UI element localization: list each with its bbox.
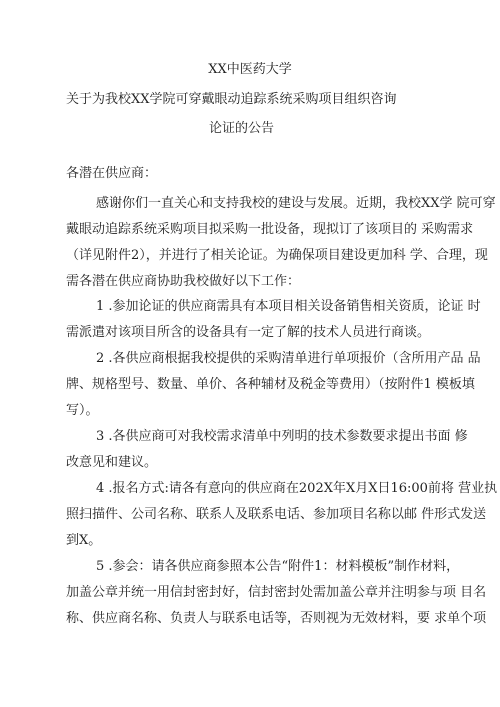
item-5-line: 5 .参会：请各供应商参照本公告“附件1：材料模板”制作材料， [96,559,460,574]
item-5-line: 称、供应商名称、负责人与联系电话等，否则视为无效材料，要 求单个项 [66,611,487,626]
item-2-line: 牌、规格型号、数量、单价、各种辅材及税金等费用）（按附件1 模板填 [66,377,475,392]
item-1-line: 1 .参加论证的供应商需具有本项目相关设备销售相关资质，论证 时 [96,299,481,314]
intro-line: 需各潜在供应商协助我校做好以下工作： [66,274,301,289]
salutation: 各潜在供应商： [66,166,158,181]
intro-line: 感谢你们一直关心和支持我校的建设与发展。近期，我校XX学 院可穿 [96,196,496,211]
title-line-2: 论证的公告 [209,121,275,136]
item-4-line: 到X。 [66,533,102,548]
intro-line: （详见附件2），并进行了相关论证。为确保项目建设更加科 学、合理，现 [66,248,488,263]
item-3-line: 改意见和建议。 [66,455,158,470]
title-line-1: 关于为我校XX学院可穿戴眼动追踪系统采购项目组织咨询 [66,92,397,107]
item-4-line: 4 .报名方式:请各有意向的供应商在202X年X月X日16:00前将 营业执 [96,481,498,496]
item-3-line: 3 .各供应商可对我校需求清单中列明的技术参数要求提出书面 修 [96,429,468,444]
item-4-line: 照扫描件、公司名称、联系人及联系电话、参加项目名称以邮 件形式发送 [66,507,487,522]
item-2-line: 2 .各供应商根据我校提供的采购清单进行单项报价（含所用产品 品 [96,351,481,366]
intro-line: 戴眼动追踪系统采购项目拟采购一批设备，现拟订了该项目的 采购需求 [66,222,474,237]
org-name: XX中医药大学 [208,62,292,77]
item-1-line: 需派遣对该项目所含的设备具有一定了解的技术人员进行商谈。 [66,325,431,340]
item-5-line: 加盖公章并统一用信封密封好，信封密封处需加盖公章并注明参与项 目名 [66,585,487,600]
item-2-line: 写）。 [66,403,99,418]
